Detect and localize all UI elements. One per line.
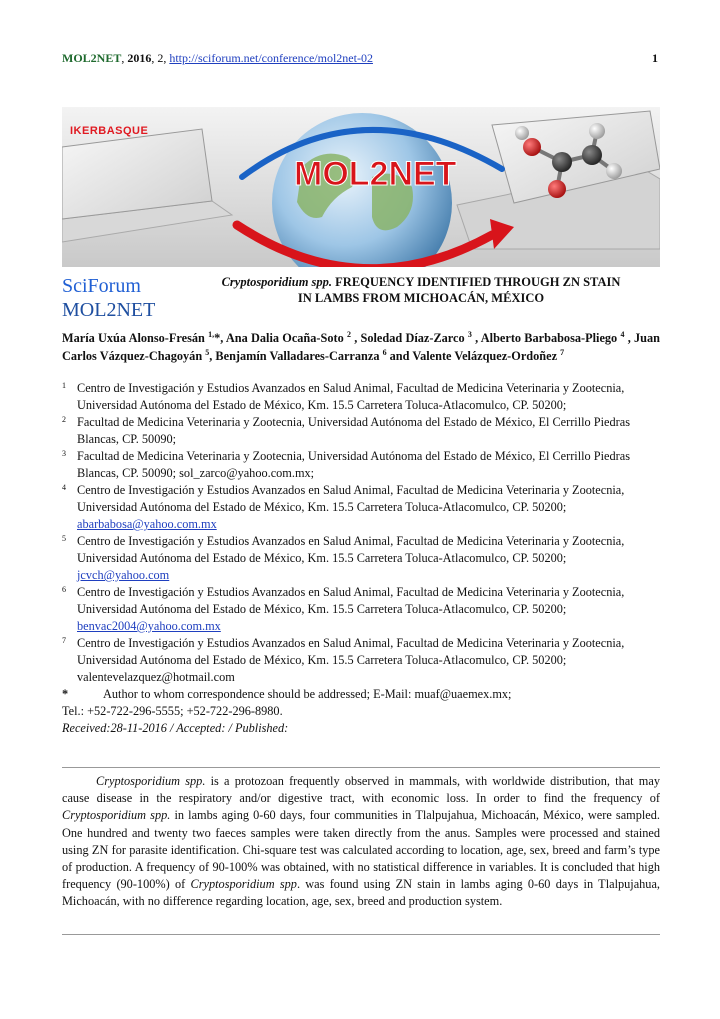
abstract-paragraph: [62, 773, 660, 911]
affiliation-item: [62, 380, 660, 414]
affiliation-number: 2: [62, 415, 66, 424]
affiliation-text: Centro de Investigación y Estudios Avanzados en Salud Animal, Facultad de Medicina Veterinaria y Zootecnia, Universidad Autónoma del Estado de México, Km. 15.5 Carretera Toluca-Atlacomulco, CP. 50200;: [77, 534, 625, 565]
affiliation-email-link[interactable]: benvac2004@yahoo.com.mx: [77, 619, 221, 633]
affiliation-text: Centro de Investigación y Estudios Avanzados en Salud Animal, Facultad de Medicina Veterinaria y Zootecnia, Universidad Autónoma del Estado de México, Km. 15.5 Carretera Toluca-Atlacomulco, CP. 50200;: [77, 381, 625, 412]
author-affiliation-mark: 5: [205, 348, 210, 357]
affiliation-text: Centro de Investigación y Estudios Avanzados en Salud Animal, Facultad de Medicina Veterinaria y Zootecnia, Universidad Autónoma del Estado de México, Km. 15.5 Carretera Toluca-Atlacomulco, CP. 50200; valentevelazquez@hotmail.com: [77, 636, 625, 684]
affiliation-number: 5: [62, 534, 66, 543]
affiliation-text: Centro de Investigación y Estudios Avanzados en Salud Animal, Facultad de Medicina Veterinaria y Zootecnia, Universidad Autónoma del Estado de México, Km. 15.5 Carretera Toluca-Atlacomulco, CP. 50200;: [77, 483, 625, 514]
affiliation-number: 7: [62, 636, 66, 645]
abstract-text-1: is a protozoan frequently observed in mammals, with worldwide distribution, that may cause disease in the respiratory and/or digestive tract, with economic loss. In order to find the frequency of: [62, 774, 660, 806]
affiliation-email-link[interactable]: abarbabosa@yahoo.com.mx: [77, 517, 217, 531]
author-name: María Uxúa Alonso-Fresán: [62, 331, 209, 345]
abstract-bottom-rule: [62, 934, 660, 935]
affiliation-item: [62, 448, 660, 482]
author-separator: and: [386, 349, 413, 363]
affiliation-text: Facultad de Medicina Veterinaria y Zootecnia, Universidad Autónoma del Estado de México, El Cerrillo Piedras Blancas, CP. 50090;: [77, 415, 630, 446]
author-separator: ,: [350, 331, 361, 345]
brand-sciforum: SciForum: [62, 275, 141, 297]
author-name: Alberto Barbabosa-Pliego: [480, 331, 621, 345]
conference-banner: [62, 107, 660, 267]
abstract-text-2: in lambs aging 0-60 days, four communities in Tlalpujahua, Michoacán, México, were sampled. One hundred and twenty two faeces samples were taken directly from the anus. Samples were processed and stained using ZN for parasite identification. Chi-square test was calculated according to location, age, sex, breed and farm’s type of production. A frequency of 90-100% was obtained, with no statistical difference in variables. It is concluded that high frequency (90-100%) of: [62, 808, 660, 892]
correspondence-star: *: [62, 687, 69, 701]
author-name: Valente Velázquez-Ordoñez: [412, 349, 561, 363]
abstract-taxon-1: Cryptosporidium spp.: [96, 774, 206, 788]
title-italic-taxon: Cryptosporidium spp.: [221, 275, 333, 289]
abstract-taxon-3: Cryptosporidium spp: [190, 877, 297, 892]
affiliation-text: Centro de Investigación y Estudios Avanzados en Salud Animal, Facultad de Medicina Veterinaria y Zootecnia, Universidad Autónoma del Estado de México, Km. 15.5 Carretera Toluca-Atlacomulco, CP. 50200;: [77, 585, 625, 616]
sponsor-logo: IKERBASQUE: [70, 125, 149, 137]
author-affiliation-mark: 2: [346, 330, 351, 339]
affiliation-item: [62, 533, 660, 584]
affiliation-item: [62, 635, 660, 686]
brand-mol2net: MOL2NET: [62, 299, 156, 321]
journal-year: 2016: [127, 51, 152, 65]
affiliation-item: [62, 482, 660, 533]
banner-illustration: [62, 107, 660, 267]
abstract-taxon-2: Cryptosporidium spp.: [62, 808, 171, 823]
author-separator: ,: [471, 331, 481, 345]
title-line1: FREQUENCY IDENTIFIED THROUGH ZN STAIN: [332, 275, 621, 289]
author-name: Juan Carlos Vázquez-Chagoyán: [62, 331, 660, 363]
author-affiliation-mark: 6: [382, 348, 387, 357]
author-separator: *,: [214, 331, 226, 345]
affiliation-number: 6: [62, 585, 66, 594]
affiliation-item: [62, 584, 660, 635]
conference-url-link[interactable]: http://sciforum.net/conference/mol2net-02: [169, 51, 373, 65]
affiliation-text: Facultad de Medicina Veterinaria y Zootecnia, Universidad Autónoma del Estado de México, El Cerrillo Piedras Blancas, CP. 50090; sol_zarco@yahoo.com.mx;: [77, 449, 630, 480]
author-name: Ana Dalia Ocaña-Soto: [225, 331, 347, 345]
affiliation-number: 3: [62, 449, 66, 458]
author-affiliation-mark: 3: [467, 330, 472, 339]
paper-title: [182, 274, 660, 306]
journal-name: MOL2NET: [62, 51, 122, 65]
correspondence-line: [62, 686, 660, 703]
sciforum-brand: [62, 274, 155, 322]
author-affiliation-mark: 7: [560, 348, 565, 357]
author-affiliation-mark: 1,: [208, 330, 215, 339]
author-separator: ,: [209, 349, 216, 363]
author-affiliation-mark: 4: [620, 330, 625, 339]
telephone-line: Tel.: +52-722-296-5555; +52-722-296-8980.: [62, 704, 283, 718]
affiliation-item: [62, 414, 660, 448]
affiliation-email-link[interactable]: jcvch@yahoo.com: [77, 568, 170, 582]
journal-issue: , 2,: [151, 51, 170, 65]
affiliation-number: 4: [62, 483, 66, 492]
mol2net-logo: MOL2NET: [294, 155, 457, 193]
author-name: Benjamín Valladares-Carranza: [215, 349, 383, 363]
publication-dates: Received:28-11-2016 / Accepted: / Published:: [62, 721, 289, 735]
author-separator: ,: [624, 331, 634, 345]
affiliation-block: [62, 380, 660, 737]
title-line2: IN LAMBS FROM MICHOACÁN, MÉXICO: [297, 291, 545, 305]
abstract-top-rule: [62, 767, 660, 768]
abstract-text-3: . was found using ZN stain in lambs aging 0-60 days in Tlalpujahua, Michoacán, with no difference regarding location, age, sex, breed and production system.: [62, 877, 660, 909]
correspondence-text: Author to whom correspondence should be addressed; E-Mail: muaf@uaemex.mx;: [103, 687, 512, 701]
author-name: Soledad Díaz-Zarco: [360, 331, 468, 345]
running-header: MOL2NET, 2016, 2, http://sciforum.net/conference/mol2net-02 1: [62, 51, 658, 65]
page-number: 1: [652, 51, 658, 65]
affiliation-number: 1: [62, 381, 66, 390]
author-list: [62, 329, 660, 365]
